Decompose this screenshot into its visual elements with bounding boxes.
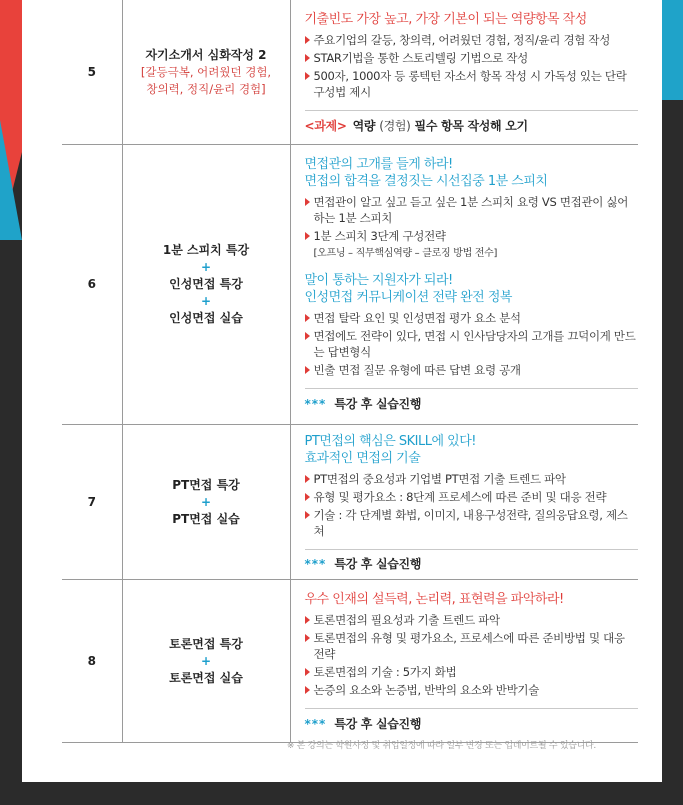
- task-line: [305, 110, 639, 140]
- schedule-table: [62, 0, 638, 743]
- practice-line: [305, 549, 639, 579]
- plus-sign: +: [200, 294, 212, 308]
- session-subject: [122, 579, 290, 742]
- bullet-list: [305, 194, 639, 244]
- session-subject: [122, 424, 290, 579]
- description-heading: 말이 통하는 지원자가 되라!: [304, 273, 453, 288]
- description-heading: 면접관의 고개를 들게 하라!: [304, 157, 453, 172]
- session-description: [290, 0, 638, 144]
- description-heading: 면접의 합격을 결정짓는 시선집중 1분 스피치: [304, 174, 548, 189]
- session-number: 7: [62, 424, 122, 579]
- subject-line: 토론면접 특강: [169, 636, 243, 651]
- list-item: 유형 및 평가요소 : 8단계 프로세스에 따른 준비 및 대응 전략: [305, 489, 639, 505]
- session-number: 6: [62, 144, 122, 424]
- stars-icon: ***: [304, 396, 327, 411]
- subject-line: 인성면접 실습: [169, 311, 243, 325]
- subject-title: 자기소개서 심화작성 2: [145, 47, 267, 62]
- practice-label: 특강 후 실습진행: [334, 557, 422, 571]
- session-description: [290, 144, 638, 424]
- session-description: [290, 579, 638, 742]
- practice-line: [305, 708, 639, 738]
- bullet-list: [305, 310, 639, 378]
- task-muted: (경험): [379, 118, 411, 133]
- description-heading: PT면접의 핵심은 SKILL에 있다!: [304, 433, 477, 449]
- list-item: 면접 탈락 요인 및 인성면접 평가 요소 분석: [305, 310, 639, 326]
- stars-icon: ***: [304, 557, 327, 571]
- schedule-paper: [22, 0, 662, 782]
- session-number: 8: [62, 579, 122, 742]
- table-row: [62, 144, 638, 424]
- description-heading: 효과적인 면접의 기술: [304, 450, 421, 466]
- table-row: [62, 0, 638, 144]
- list-item: 면접에도 전략이 있다, 면접 시 인사담당자의 고개를 끄덕이게 만드는 답변형식: [305, 328, 639, 360]
- list-item: 토론면접의 필요성과 기출 트렌드 파악: [305, 612, 639, 628]
- subject-line: PT면접 특강: [172, 477, 240, 492]
- table-row: [62, 424, 638, 579]
- task-rest: 필수 항목 작성해 오기: [414, 118, 528, 133]
- list-item: 1분 스피치 3단계 구성전략: [305, 228, 639, 244]
- description-heading: 인성면접 커뮤니케이션 전략 완전 정복: [304, 290, 512, 305]
- subject-line: PT면접 실습: [172, 511, 240, 526]
- bullet-list: [305, 471, 639, 539]
- session-number: 5: [62, 0, 122, 144]
- session-subject: [122, 0, 290, 144]
- bullet-list: [305, 32, 639, 100]
- subject-line: 토론면접 실습: [169, 670, 243, 685]
- blue-left-decoration: [0, 120, 22, 240]
- session-description: [290, 424, 638, 579]
- plus-sign: +: [200, 653, 212, 668]
- task-bold: 역량: [352, 118, 376, 133]
- practice-label: 특강 후 실습진행: [334, 396, 422, 411]
- description-heading: 우수 인재의 설득력, 논리력, 표현력을 파악하라!: [304, 592, 564, 607]
- subject-note: [갈등극복, 어려웠던 경험,: [140, 64, 272, 79]
- list-item: STAR기법을 통한 스토리텔링 기법으로 작성: [305, 50, 639, 66]
- bullet-list: [305, 612, 639, 698]
- list-item: 500자, 1000자 등 롱텍턴 자소서 항목 작성 시 가독성 있는 단락 구성법 제시: [305, 68, 639, 100]
- description-heading: 기출빈도 가장 높고, 가장 기본이 되는 역량항목 작성: [304, 12, 587, 28]
- list-item: 빈출 면접 질문 유형에 따른 답변 요령 공개: [305, 362, 639, 378]
- subject-line: 인성면접 특강: [169, 277, 243, 291]
- practice-line: [305, 388, 639, 418]
- footnote: ※ 본 강의는 학원사정 및 취업일정에 따라 일부 변경 또는 업데이트될 수 있습니다.: [286, 741, 596, 751]
- list-item: 면접관이 알고 싶고 듣고 싶은 1분 스피치 요령 VS 면접관이 싫어하는 1분 스피치: [305, 194, 639, 226]
- plus-sign: +: [200, 494, 212, 509]
- list-item: 기술 : 각 단계별 화법, 이미지, 내용구성전략, 질의응답요령, 제스쳐: [305, 507, 639, 539]
- practice-label: 특강 후 실습진행: [334, 716, 422, 731]
- list-item: PT면접의 중요성과 기업별 PT면접 기출 트렌드 파악: [305, 471, 639, 487]
- list-item: 주요기업의 갈등, 창의력, 어려웠던 경험, 정직/윤리 경험 작성: [305, 32, 639, 48]
- session-subject: [122, 144, 290, 424]
- small-note: [오프닝 – 직무핵심역량 – 클로징 방법 전수]: [313, 248, 498, 259]
- list-item: 논증의 요소와 논증법, 반박의 요소와 반박기술: [305, 682, 639, 698]
- stars-icon: ***: [304, 716, 327, 731]
- plus-sign: +: [200, 260, 212, 274]
- list-item: 토론면접의 유형 및 평가요소, 프로세스에 따른 준비방법 및 대응 전략: [305, 630, 639, 662]
- subject-note: 창의력, 정직/윤리 경험]: [146, 81, 266, 96]
- table-row: [62, 579, 638, 742]
- list-item: 토론면접의 기술 : 5가지 화법: [305, 664, 639, 680]
- subject-line: 1분 스피치 특강: [162, 243, 250, 257]
- task-tag: <과제>: [304, 118, 347, 133]
